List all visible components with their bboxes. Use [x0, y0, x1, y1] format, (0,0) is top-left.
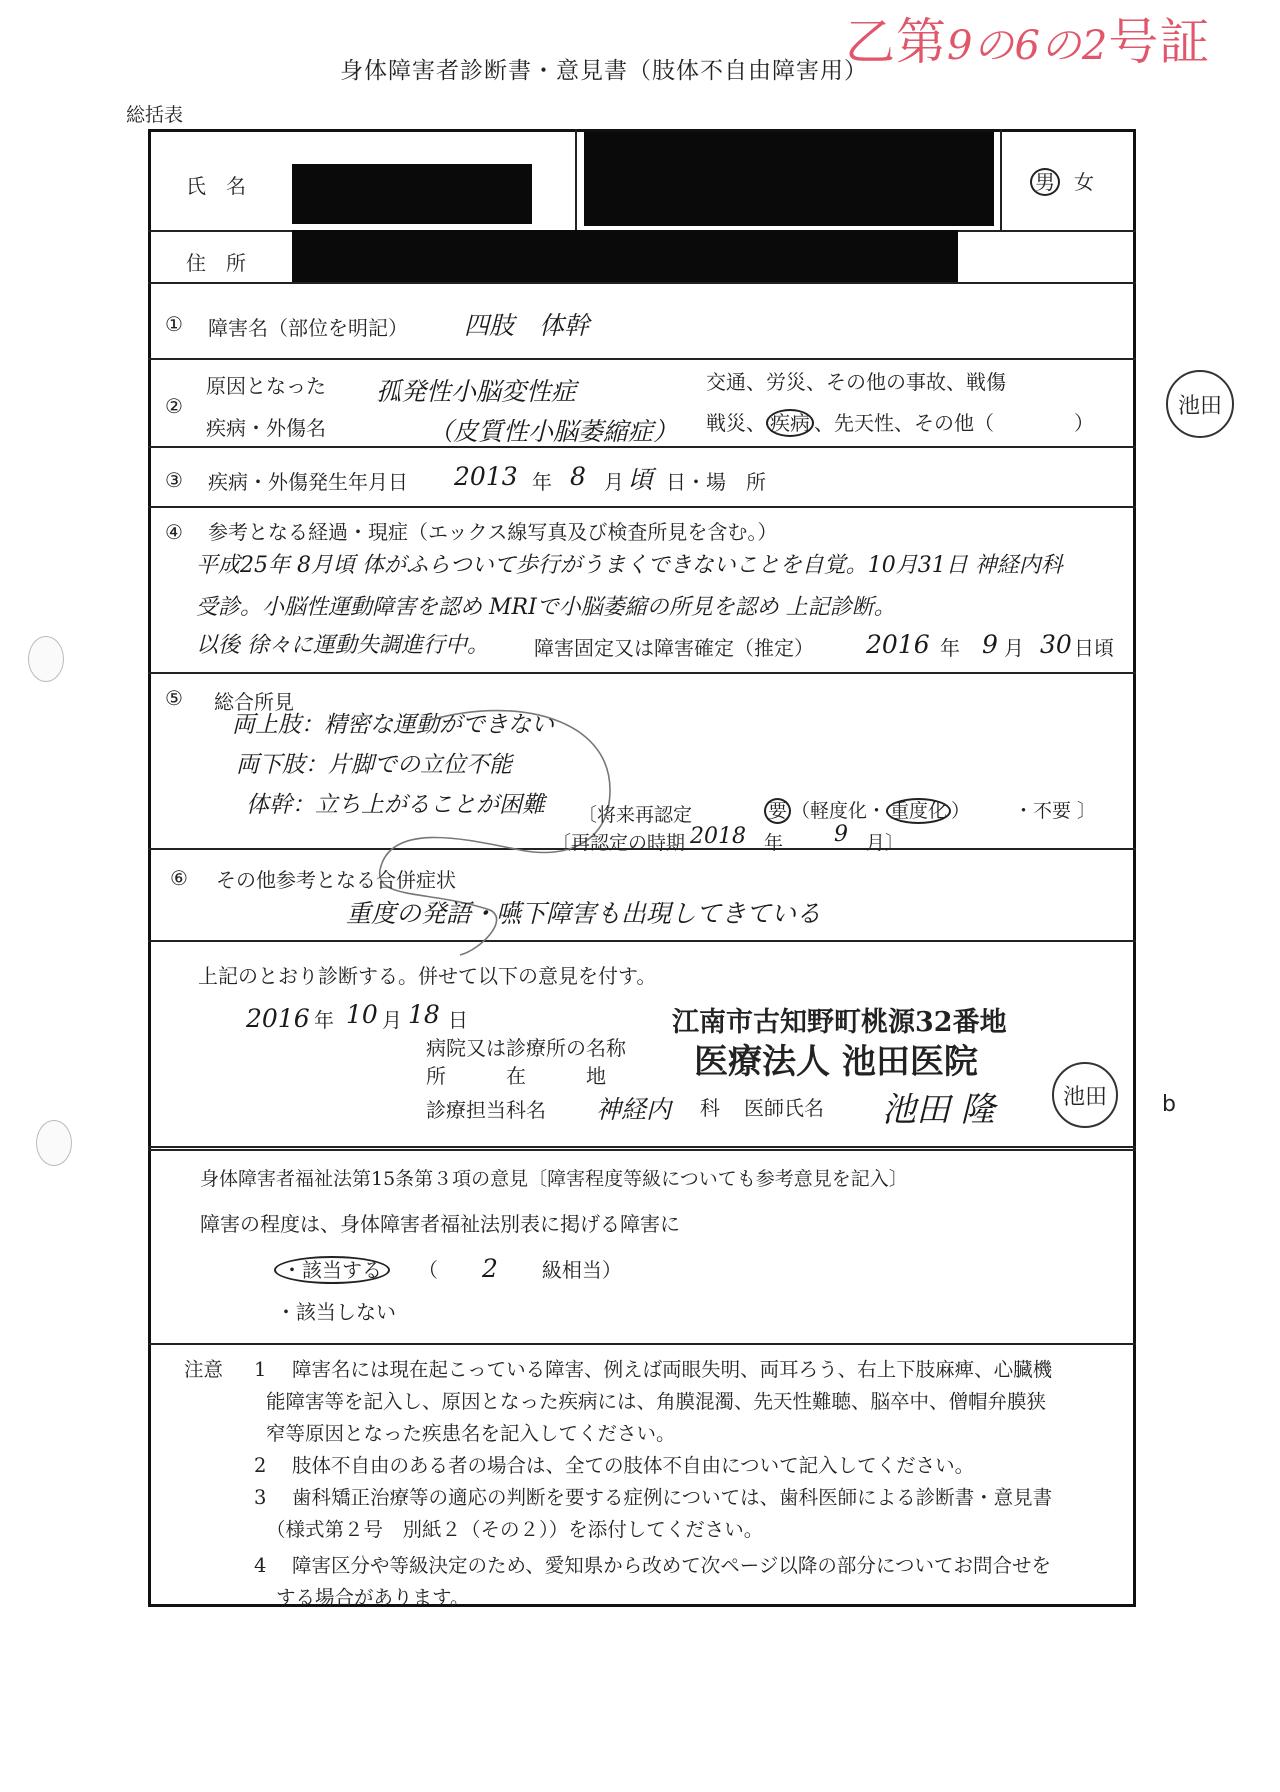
- fixed-day: 30: [1040, 630, 1072, 659]
- cause-label: 原因となった: [206, 374, 326, 398]
- cause-disease-value: 孤発性小脳変性症: [376, 377, 577, 406]
- reexam-severe-circled: 重度化: [886, 798, 951, 824]
- note-3: 歯科矯正治療等の適応の判断を要する症例については、歯科医師による診断書・意見書: [292, 1486, 1053, 1509]
- margin-seal: 池田: [1166, 370, 1234, 438]
- sex-female: 女: [1074, 170, 1094, 194]
- row-divider: [148, 1146, 1136, 1148]
- row-divider: [148, 940, 1136, 942]
- findings-upper-limbs: 両上肢：精密な運動ができない: [232, 712, 554, 738]
- fixed-date-label: 障害固定又は障害確定（推定）: [534, 636, 814, 660]
- diagnosis-statement: 上記のとおり診断する。併せて以下の意見を付す。: [198, 964, 657, 988]
- course-text-line: 平成25年 8月頃 体がふらついて歩行がうまくできないことを自覚。10月31日 神経内科: [196, 553, 1063, 578]
- row-divider: [148, 672, 1136, 674]
- onset-month: 8: [570, 462, 586, 491]
- row-number: ⑥: [170, 866, 188, 890]
- note-number: 1: [254, 1358, 267, 1381]
- opinion-heading: 身体障害者福祉法第15条第３項の意見〔障害程度等級についても参考意見を記入〕: [200, 1168, 908, 1190]
- reexam-label: 〔将来再認定: [578, 804, 693, 826]
- reexam-not-required: ・不要 〕: [1014, 800, 1097, 822]
- doctor-signature: 池田 隆: [882, 1090, 995, 1130]
- column-divider: [1000, 129, 1002, 230]
- name-label: 氏 名: [186, 174, 246, 198]
- reexam-month: 9: [834, 822, 848, 847]
- row-number: ④: [165, 520, 183, 544]
- fixed-year: 2016: [866, 630, 930, 659]
- findings-trunk: 体幹：立ち上がることが困難: [246, 792, 545, 818]
- diagnosis-month-label: 月: [382, 1008, 402, 1032]
- diagnosis-day: 18: [408, 1000, 440, 1029]
- margin-mark: b: [1162, 1092, 1176, 1117]
- cause-options: 交通、労災、その他の事故、戦傷: [706, 370, 1006, 394]
- clinic-name-stamp: 医療法人 池田医院: [694, 1042, 978, 1082]
- applicable-circled: ・該当する: [274, 1256, 390, 1284]
- reexam-period-label: 〔再認定の時期: [552, 832, 686, 854]
- onset-year-label: 年: [532, 470, 552, 494]
- note-number: 2: [254, 1454, 267, 1477]
- diagnosis-day-label: 日: [448, 1008, 468, 1032]
- clinic-address-stamp: 江南市古知野町桃源32番地: [672, 1007, 1007, 1038]
- document-title: 身体障害者診断書・意見書（肢体不自由障害用）: [340, 58, 868, 84]
- note-3-cont: （様式第２号 別紙２（その２））を添付してください。: [266, 1518, 764, 1541]
- hospital-name-label: 病院又は診療所の名称: [426, 1036, 626, 1060]
- fixed-year-label: 年: [940, 636, 960, 660]
- summary-label: 総括表: [126, 104, 184, 126]
- grade-value: 2: [482, 1254, 498, 1283]
- onset-date-label: 疾病・外傷発生年月日: [208, 470, 408, 494]
- note-2: 肢体不自由のある者の場合は、全ての肢体不自由について記入してください。: [292, 1454, 975, 1477]
- row-number: ⑤: [165, 686, 183, 710]
- reexam-options: 要 （軽度化・ 重度化 ）: [764, 796, 970, 823]
- diagnosis-month: 10: [346, 1000, 378, 1029]
- note-number: 3: [254, 1486, 267, 1509]
- sex-male-circled: 男: [1030, 168, 1060, 196]
- reexam-month-label: 月〕: [866, 832, 905, 854]
- reexam-year-label: 年: [764, 832, 784, 854]
- note-4-cont: する場合があります。: [276, 1586, 470, 1609]
- overall-findings-label: 総合所見: [214, 690, 294, 714]
- complications-label: その他参考となる合併症状: [216, 868, 456, 892]
- opinion-applicable: ・該当する （ 2 級相当）: [274, 1254, 622, 1283]
- course-text-line: 以後 徐々に運動失調進行中。: [196, 633, 489, 658]
- redacted-name: [292, 164, 532, 224]
- hole-punch: [28, 636, 64, 682]
- fixed-day-label: 日頃: [1074, 636, 1114, 660]
- fixed-month-label: 月: [1004, 636, 1024, 660]
- complications-value: 重度の発語・嚥下障害も出現してきている: [346, 899, 822, 928]
- location-label: 所 在 地: [426, 1064, 606, 1088]
- onset-year: 2013: [454, 462, 518, 491]
- course-text-line: 受診。小脳性運動障害を認め MRIで小脳萎縮の所見を認め 上記診断。: [196, 595, 896, 620]
- onset-place-label: 日・場 所: [666, 470, 766, 494]
- sex-selection: [1030, 166, 1094, 195]
- opinion-not-applicable: ・該当しない: [276, 1300, 396, 1324]
- note-1-cont: 窄等原因となった疾患名を記入してください。: [266, 1422, 676, 1445]
- diagnosis-year-label: 年: [314, 1008, 334, 1032]
- reexam-year: 2018: [690, 824, 746, 849]
- note-4: 障害区分や等級決定のため、愛知県から改めて次ページ以降の部分についてお問合せを: [292, 1554, 1051, 1577]
- address-label: 住 所: [186, 251, 246, 275]
- cause-option-circled: 疾病: [766, 409, 814, 437]
- row-number: ③: [165, 468, 183, 492]
- notes-heading: 注意: [184, 1358, 224, 1381]
- cause-label: 疾病・外傷名: [206, 416, 326, 440]
- redacted-address: [292, 230, 958, 282]
- opinion-line: 障害の程度は、身体障害者福祉法別表に掲げる障害に: [200, 1212, 680, 1236]
- reexam-required-circled: 要: [764, 798, 791, 824]
- department-label: 診療担当科名: [426, 1098, 546, 1122]
- department-value: 神経内: [596, 1095, 672, 1124]
- fixed-month: 9: [982, 630, 998, 659]
- diagnosis-year: 2016: [246, 1004, 310, 1033]
- redacted-name-kana: [584, 132, 994, 226]
- row-divider: [148, 1343, 1136, 1345]
- cause-options: 戦災、 疾病 、先天性、その他（ ）: [706, 411, 1094, 435]
- row-number: ①: [165, 312, 183, 336]
- hole-punch: [36, 1120, 72, 1166]
- row-divider: [148, 506, 1136, 508]
- column-divider: [575, 129, 577, 230]
- note-number: 4: [254, 1554, 267, 1577]
- onset-month-label: 月: [604, 470, 624, 494]
- onset-day: 頃: [628, 465, 654, 494]
- note-1: 障害名には現在起こっている障害、例えば両眼失明、両耳ろう、右上下肢麻痺、心臓機: [292, 1358, 1053, 1381]
- row-divider: [148, 358, 1136, 360]
- course-label: 参考となる経過・現症（エックス線写真及び検査所見を含む。）: [208, 520, 778, 544]
- findings-lower-limbs: 両下肢：片脚での立位不能: [236, 752, 512, 778]
- cause-disease-subvalue: （皮質性小脳萎縮症）: [428, 417, 679, 446]
- doctor-seal: 池田: [1052, 1062, 1118, 1128]
- doctor-name-label: 医師氏名: [744, 1096, 824, 1120]
- note-1-cont: 能障害等を記入し、原因となった疾病には、角膜混濁、先天性難聴、脳卒中、僧帽弁膜狭: [266, 1390, 1047, 1413]
- row-number: ②: [165, 394, 183, 418]
- department-suffix: 科: [700, 1096, 720, 1120]
- row-divider: [148, 282, 1136, 284]
- disability-name-value: 四肢 体幹: [464, 311, 590, 340]
- disability-name-label: 障害名（部位を明記）: [208, 316, 408, 340]
- exhibit-number-stamp: 乙第9の6の2号証: [845, 13, 1211, 71]
- row-divider: [148, 1149, 1136, 1151]
